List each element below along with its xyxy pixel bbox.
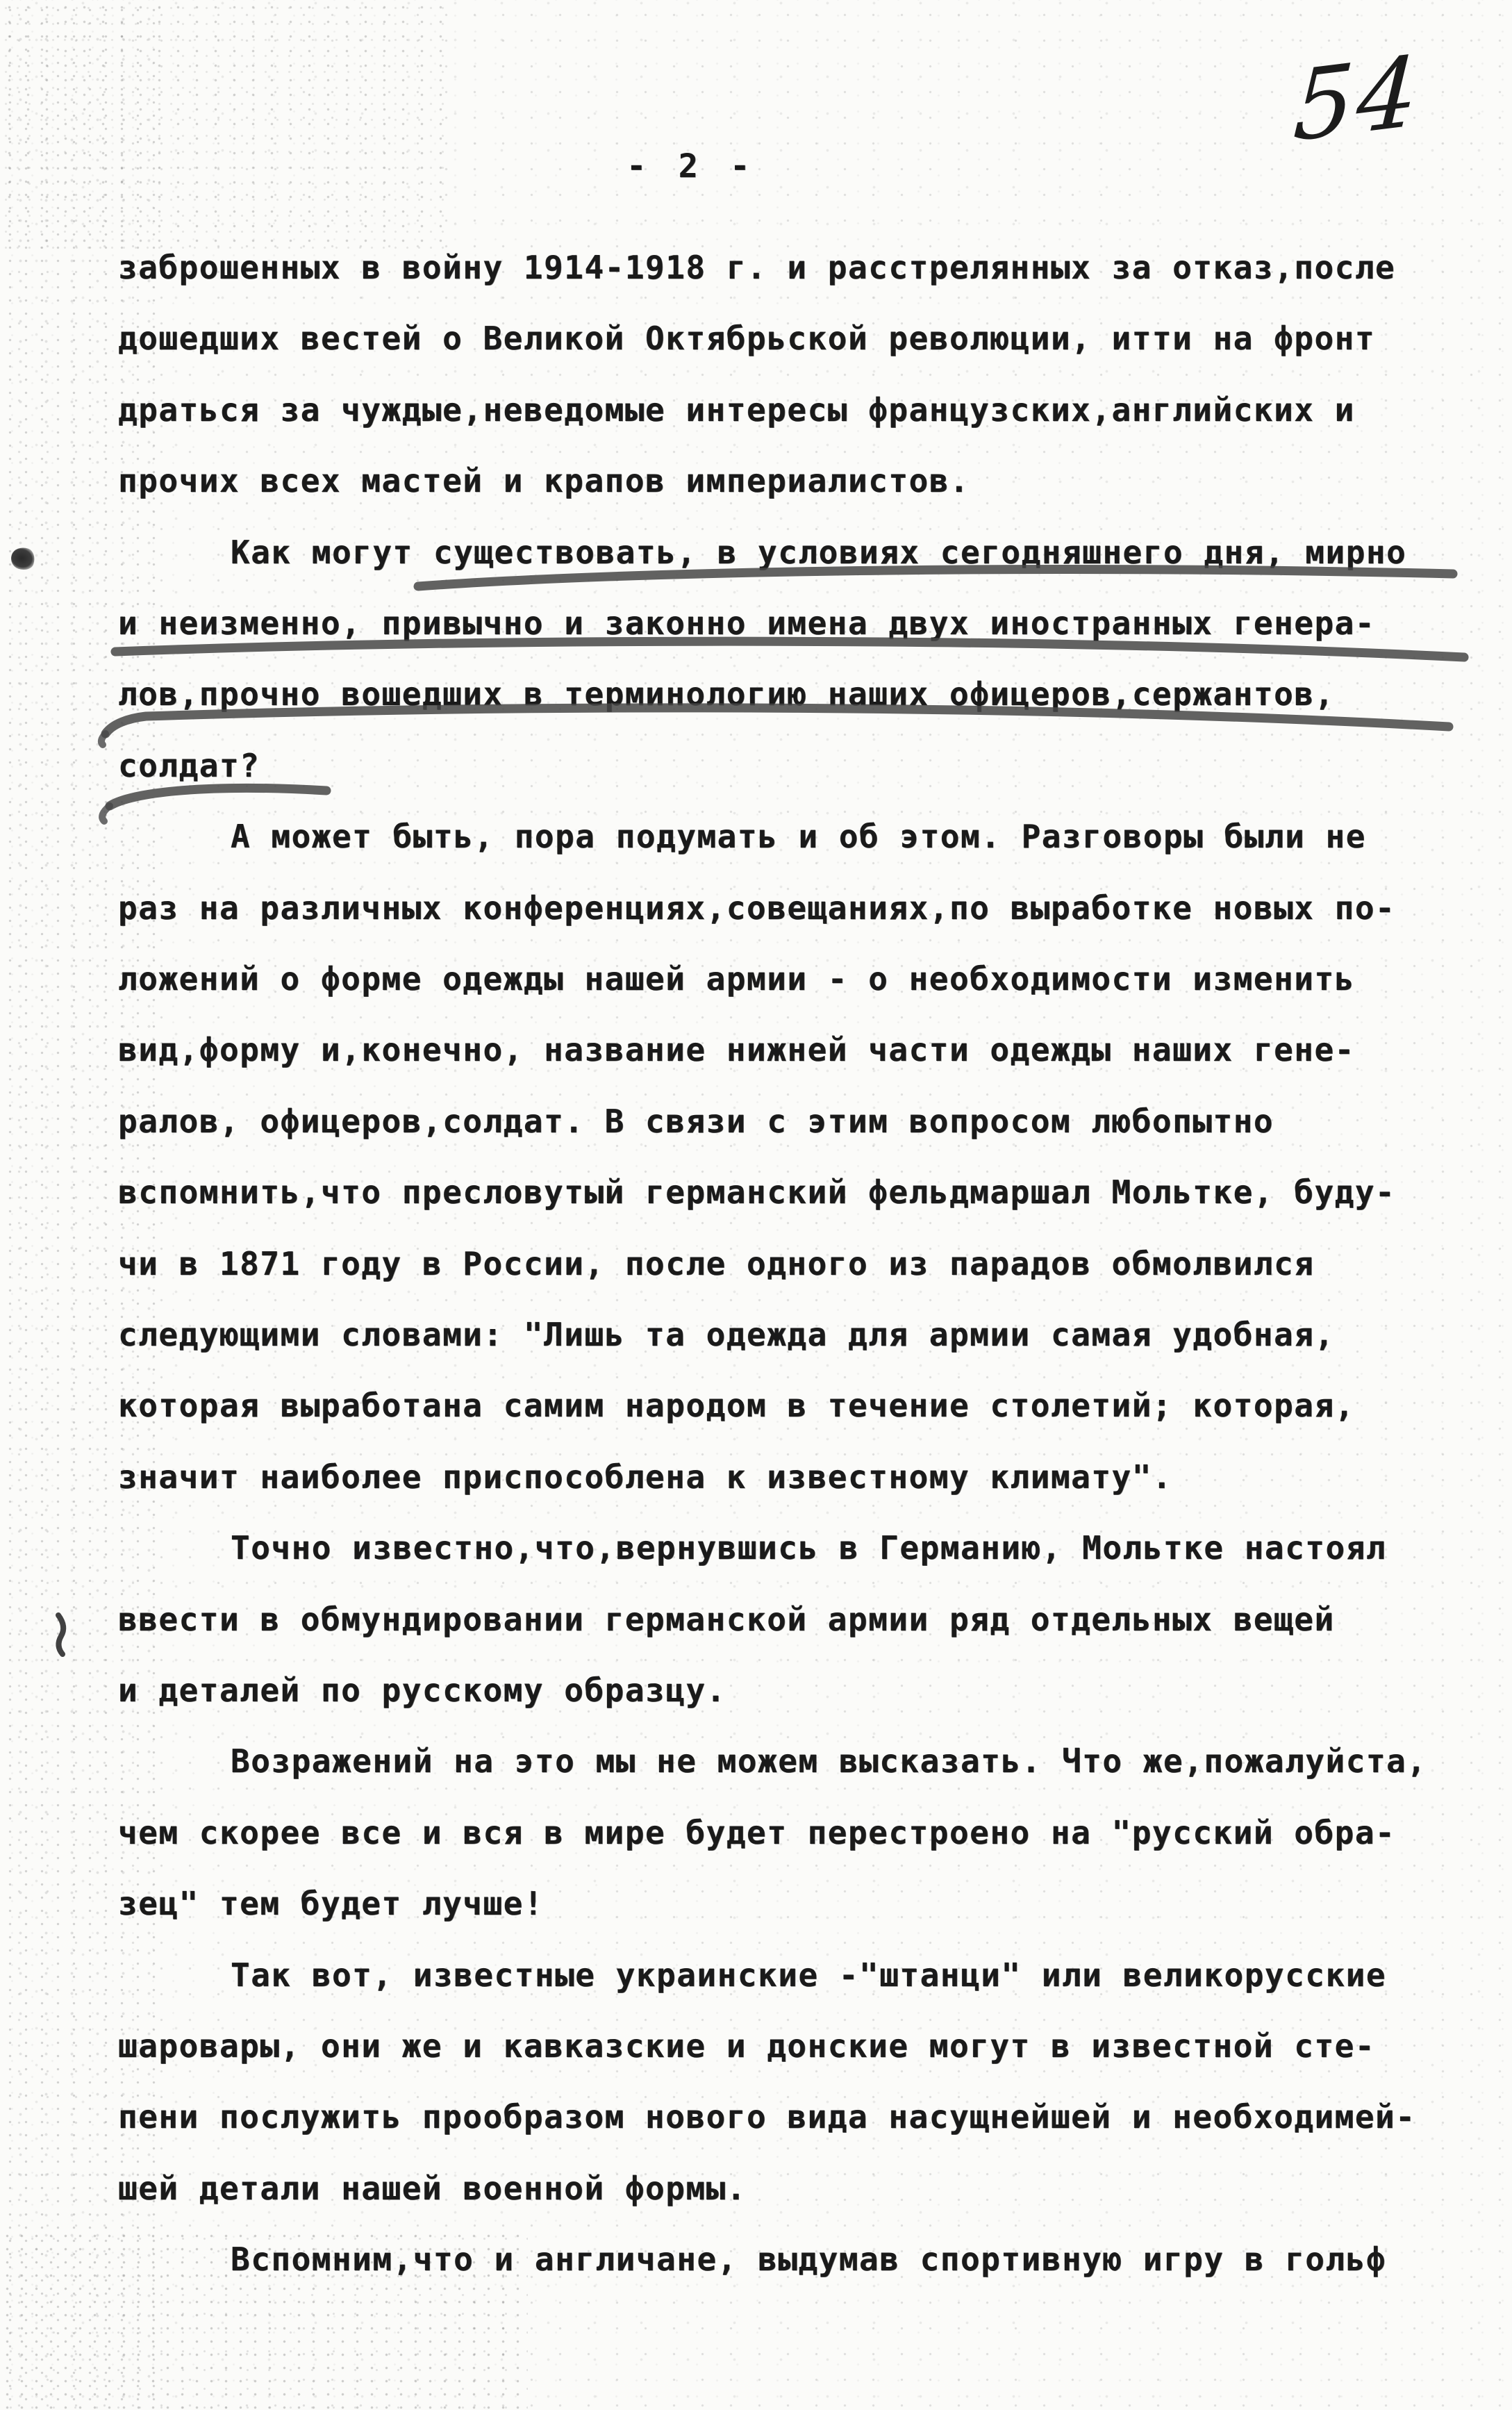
text-line: ввести в обмундировании германской армии ряд отдельных вещей xyxy=(118,1601,1335,1638)
text-line: и деталей по русскому образцу. xyxy=(118,1672,726,1709)
underline-line8-hook xyxy=(102,806,110,821)
text-line: зец" тем будет лучше! xyxy=(118,1885,545,1922)
pencil-mark-tick xyxy=(58,1615,63,1654)
handwritten-page-number: 54 xyxy=(1290,34,1424,164)
text-line: раз на различных конференциях,совещаниях,по выработке новых по- xyxy=(118,889,1396,927)
text-line: шей детали нашей военной формы. xyxy=(118,2170,747,2207)
text-line: которая выработана самим народом в течение столетий; которая, xyxy=(118,1387,1355,1424)
text-line: дошедших вестей о Великой Октябрьской революции, итти на фронт xyxy=(118,320,1376,357)
text-line: шаровары, они же и кавказские и донские могут в известной сте- xyxy=(118,2027,1376,2065)
text-line: пени послужить прообразом нового вида насущнейшей и необходимей- xyxy=(118,2098,1416,2136)
typed-page-number: - 2 - xyxy=(626,147,756,185)
underline-line5 xyxy=(418,570,1453,586)
text-line: драться за чуждые,неведомые интересы французских,английских и xyxy=(118,391,1355,429)
text-line: Возражений на это мы не можем высказать. Что же,пожалуйста, xyxy=(231,1742,1427,1780)
text-line: Так вот, известные украинские -"штанци" или великорусские xyxy=(231,1956,1387,1994)
text-line: А может быть, пора подумать и об этом. Разговоры были не xyxy=(231,818,1366,855)
underline-line8 xyxy=(110,788,326,806)
text-line: прочих всех мастей и крапов империалистов. xyxy=(118,462,970,500)
text-line: ложений о форме одежды нашей армии - о необходимости изменить xyxy=(118,960,1355,998)
text-line: следующими словами: "Лишь та одежда для армии самая удобная, xyxy=(118,1316,1335,1353)
text-line: чи в 1871 году в России, после одного из парадов обмолвился xyxy=(118,1245,1315,1282)
text-line: значит наиболее приспособлена к известному климату". xyxy=(118,1458,1173,1496)
scan-noise-top-left xyxy=(0,0,445,250)
text-line: ралов, офицеров,солдат. В связи с этим вопросом любопытно xyxy=(118,1103,1274,1140)
text-line: заброшенных в войну 1914-1918 г. и расстрелянных за отказ,после xyxy=(118,249,1396,286)
text-line: Вспомним,что и англичане, выдумав спортивную игру в гольф xyxy=(231,2240,1387,2278)
text-line: и неизменно, привычно и законно имена двух иностранных генера- xyxy=(118,604,1376,642)
text-line: солдат? xyxy=(118,747,260,784)
text-line: Как могут существовать, в условиях сегодняшнего дня, мирно xyxy=(231,534,1407,571)
text-line: Точно известно,что,вернувшись в Германию, Мольтке настоял xyxy=(231,1529,1387,1567)
text-line: лов,прочно вошедших в терминологию наших офицеров,сержантов, xyxy=(118,675,1335,713)
text-line: чем скорее все и вся в мире будет перестроено на "русский обра- xyxy=(118,1814,1396,1851)
text-line: вспомнить,что пресловутый германский фельдмаршал Мольтке, буду- xyxy=(118,1173,1396,1211)
underline-line7-hook xyxy=(101,734,106,745)
pencil-mark-blob xyxy=(8,545,38,573)
text-line: вид,форму и,конечно, название нижней части одежды наших гене- xyxy=(118,1031,1355,1068)
underline-line6 xyxy=(115,641,1464,657)
